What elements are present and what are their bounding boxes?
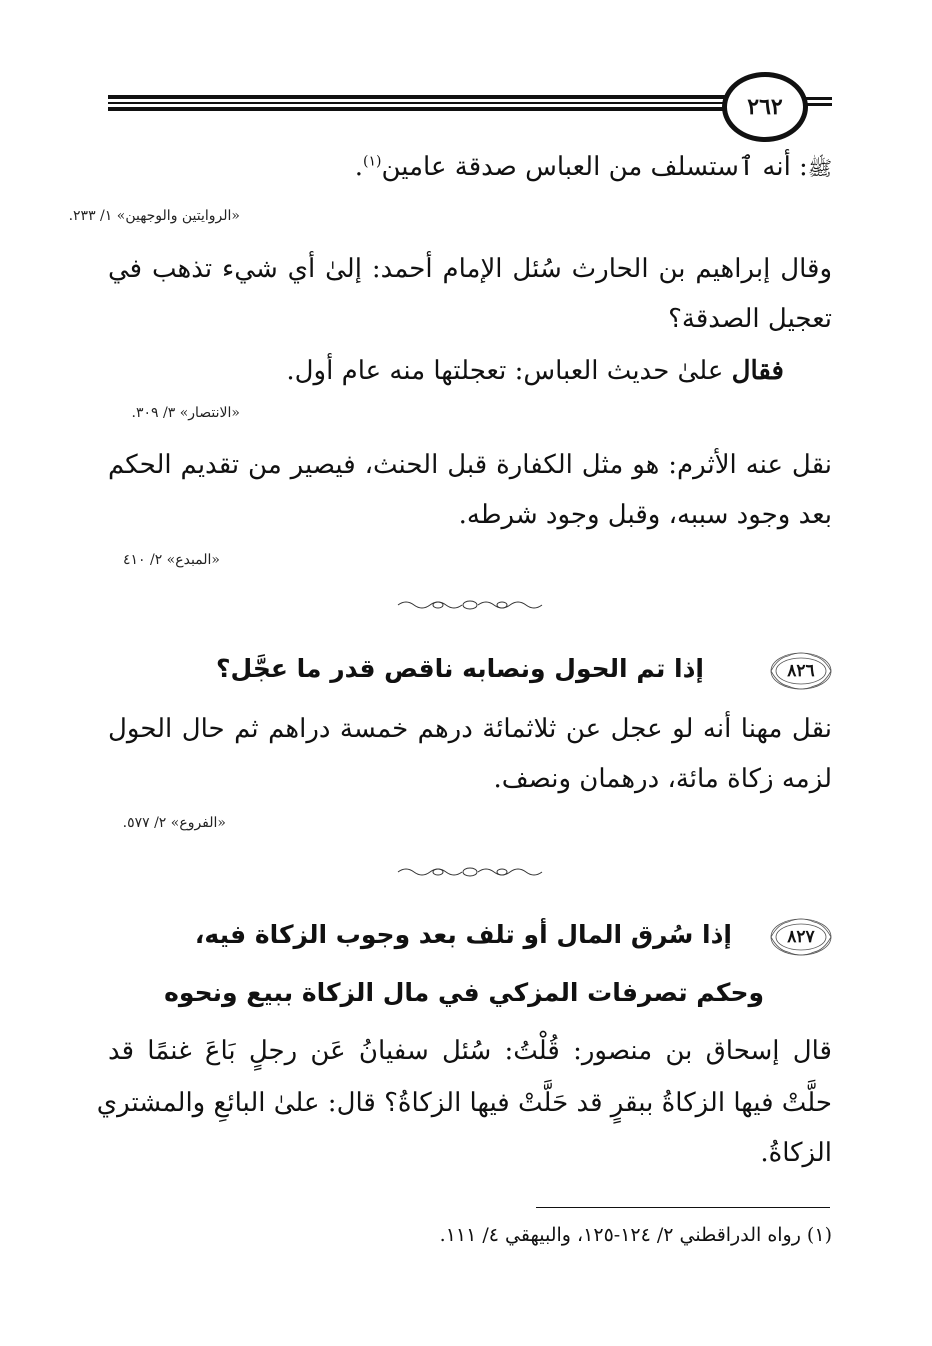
source-citation-2: «الانتصار» ٣/ ٣٠٩.: [131, 405, 240, 421]
footnote: (١) رواه الدراقطني ٢/ ١٢٤-١٢٥، والبيهقي ٤/ ١١١.: [439, 1224, 832, 1246]
paragraph-2-line-1: وقال إبراهيم بن الحارث سُئل الإمام أحمد: إلىٰ أي شيء تذهب في: [108, 254, 833, 284]
floral-divider-icon: [396, 866, 544, 878]
header-rule: [108, 95, 728, 111]
section-number: ٨٢٦: [787, 661, 815, 681]
paragraph-1-text: : أنه ٱستسلف من العباس صدقة عامين: [381, 152, 808, 182]
honorific: ﷺ: [807, 156, 832, 180]
footnote-rule: [536, 1207, 830, 1208]
paragraph-3-text: علىٰ حديث العباس: تعجلتها منه عام أول.: [286, 356, 732, 386]
footnote-ref: (١): [363, 153, 382, 170]
section-827-line-3: الزكاةُ.: [760, 1138, 832, 1168]
section-826-title: إذا تم الحول ونصابه ناقص قدر ما عجَّل؟: [216, 654, 704, 683]
paragraph-4-line-1: نقل عنه الأثرم: هو مثل الكفارة قبل الحنث، فيصير من تقديم الحكم: [108, 450, 832, 480]
section-827-title-line-2: وحكم تصرفات المزكي في مال الزكاة ببيع ونحوه: [164, 978, 764, 1007]
section-number-badge-827: [768, 916, 834, 958]
source-citation-3: «المبدع» ٢/ ٤١٠: [122, 552, 220, 568]
section-826-line-2: لزمه زكاة مائة، درهمان ونصف.: [493, 764, 832, 794]
paragraph-4-line-2: بعد وجود سببه، وقبل وجود شرطه.: [458, 500, 832, 530]
section-827-line-1: قال إسحاق بن منصور: قُلْتُ: سُئل سفيانُ عَن رجلٍ بَاعَ غنمًا قد: [108, 1036, 832, 1066]
paragraph-2-line-2: تعجيل الصدقة؟: [668, 304, 832, 334]
paragraph-1: [355, 152, 832, 185]
section-number-badge-826: [768, 650, 834, 692]
paragraph-3-lead: فقال: [731, 356, 784, 386]
paragraph-3: [286, 356, 784, 386]
paragraph-1-end: .: [354, 152, 364, 182]
page-number-badge: [722, 72, 808, 142]
section-number: ٨٢٧: [787, 927, 815, 947]
source-citation-4: «الفروع» ٢/ ٥٧٧.: [122, 815, 226, 831]
section-827-line-2: حلَّتْ فيها الزكاةُ ببقرٍ قد حَلَّتْ فيها الزكاةُ؟ قال: علىٰ البائعِ والمشتري: [96, 1088, 832, 1118]
source-citation-1: «الروايتين والوجهين» ١/ ٢٣٣.: [68, 208, 240, 224]
section-827-title-line-1: إذا سُرق المال أو تلف بعد وجوب الزكاة فيه،: [194, 920, 732, 949]
floral-divider-icon: [396, 599, 544, 611]
section-826-line-1: نقل مهنا أنه لو عجل عن ثلاثمائة درهم خمسة دراهم ثم حال الحول: [108, 714, 832, 744]
page-number: ٢٦٢: [747, 94, 783, 120]
header-rule-right: [804, 97, 832, 107]
